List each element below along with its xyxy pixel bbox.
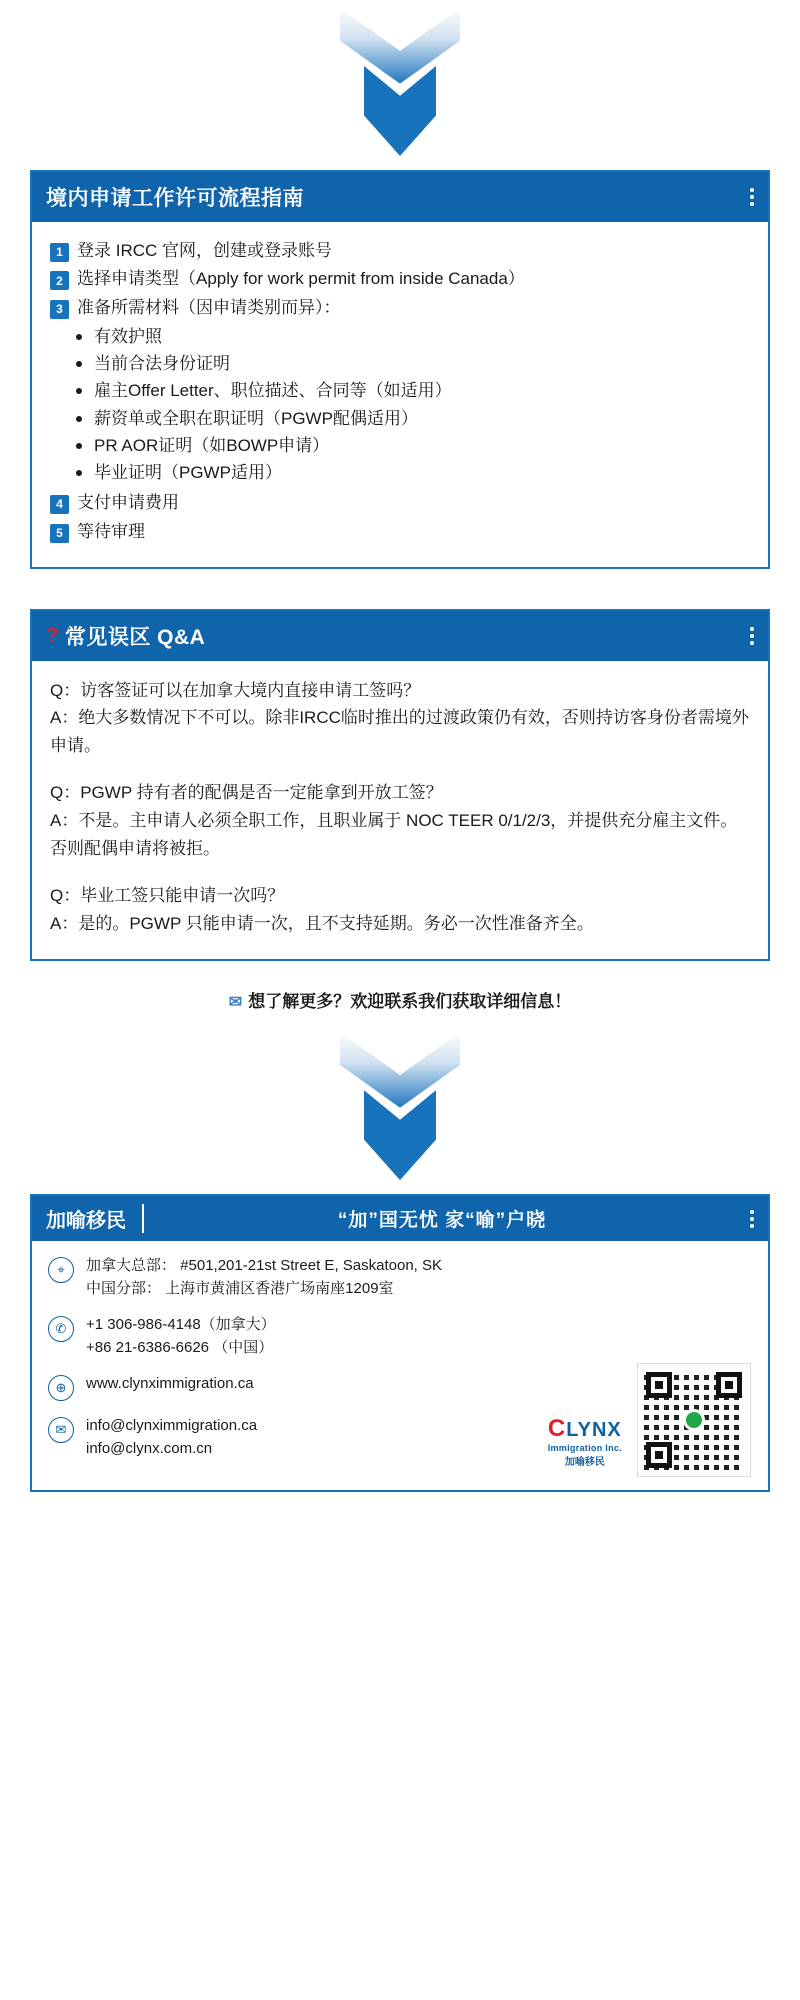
double-chevron-down-icon	[340, 8, 460, 156]
contact-cta	[30, 961, 770, 1016]
kebab-menu-icon[interactable]	[740, 188, 754, 206]
qa-card-title: 常见误区 Q&A	[64, 625, 206, 649]
logo-name-rest: LYNX	[566, 1419, 622, 1442]
globe-icon: ⊕	[48, 1375, 74, 1401]
step-item	[50, 295, 750, 321]
list-item: 毕业证明（PGWP适用）	[50, 459, 750, 486]
footer-card-header	[32, 1196, 768, 1241]
step-number-badge: 5	[50, 524, 69, 543]
qa-item	[50, 882, 750, 937]
contact-cta-text: 想了解更多？欢迎联系我们获取详细信息！	[248, 992, 572, 1012]
step-item	[50, 490, 750, 516]
email-link[interactable]: info@clynximmigration.ca	[86, 1417, 258, 1435]
qa-question: Q：毕业工签只能申请一次吗？	[50, 886, 285, 906]
qa-answer: A：是的。PGWP 只能申请一次，且不支持延期。务必一次性准备齐全。	[50, 913, 594, 933]
step-text: 登录 IRCC 官网，创建或登录账号	[77, 241, 332, 260]
list-item: 薪资单或全职在职证明（PGWP配偶适用）	[50, 405, 750, 432]
address-line: 加拿大总部： #501,201-21st Street E, Saskatoon, SK	[86, 1257, 443, 1275]
top-arrow-container	[30, 0, 770, 156]
kebab-menu-icon[interactable]	[740, 1210, 754, 1228]
qa-answer: A：绝大多数情况下不可以。除非IRCC临时推出的过渡政策仍有效，否则持访客身份者需境外申请。	[50, 708, 749, 755]
phone-line: +1 306-986-4148（加拿大）	[86, 1316, 276, 1334]
bottom-arrow-container	[30, 1016, 770, 1180]
email-link[interactable]: info@clynx.com.cn	[86, 1439, 213, 1457]
website-link[interactable]: www.clynximmigration.ca	[86, 1375, 254, 1393]
phone-row	[48, 1314, 752, 1359]
envelope-icon: ✉	[48, 1417, 74, 1443]
guide-card-body	[32, 222, 768, 567]
footer-card-body	[32, 1241, 768, 1490]
step-number-badge: 2	[50, 271, 69, 290]
company-logo	[548, 1415, 622, 1468]
location-pin-icon: ⌖	[48, 1257, 74, 1283]
red-question-mark-icon: ?	[46, 623, 59, 647]
step-text: 选择申请类型（Apply for work permit from inside Canada）	[77, 269, 525, 289]
qa-card	[30, 609, 770, 961]
qa-answer: A：不是。主申请人必须全职工作，且职业属于 NOC TEER 0/1/2/3，并提供充分雇主文件。否则配偶申请将被拒。	[50, 810, 738, 858]
step-number-badge: 3	[50, 300, 69, 319]
step-text: 支付申请费用	[77, 493, 179, 513]
step-text: 准备所需材料（因申请类别而异）：	[77, 297, 341, 317]
guide-card-header	[32, 172, 768, 222]
envelope-icon: ✉	[228, 994, 243, 1012]
logo-wordmark: CLYNX	[547, 1415, 622, 1443]
step-number-badge: 1	[50, 243, 69, 262]
guide-card-title: 境内申请工作许可流程指南	[46, 187, 304, 210]
brand-name: 加喻移民	[46, 1204, 144, 1233]
step-item	[50, 266, 750, 292]
chevron-gradient-part	[340, 8, 460, 86]
list-item: PR AOR证明（如BOWP申请）	[50, 432, 750, 459]
qa-card-header	[32, 611, 768, 661]
footer-card	[30, 1194, 770, 1492]
brand-slogan: “加”国无忧 家“喻”户晓	[337, 1210, 547, 1232]
chevron-gradient-part	[340, 1032, 460, 1110]
kebab-menu-icon[interactable]	[740, 627, 754, 645]
phone-line: +86 21-6386-6626 （中国）	[86, 1338, 274, 1356]
guide-card	[30, 170, 770, 569]
materials-bullet-list	[50, 323, 750, 486]
list-item: 当前合法身份证明	[50, 350, 750, 377]
logo-chinese-name: 加喻移民	[564, 1457, 605, 1469]
phone-icon: ✆	[48, 1316, 74, 1342]
qa-question: Q：访客签证可以在加拿大境内直接申请工签吗？	[50, 680, 421, 700]
address-row	[48, 1255, 752, 1300]
double-chevron-down-icon	[340, 1032, 460, 1180]
logo-subtitle: Immigration Inc.	[547, 1443, 622, 1454]
step-text: 等待审理	[77, 521, 145, 541]
qa-item	[50, 779, 750, 862]
qa-question: Q：PGWP 持有者的配偶是否一定能拿到开放工签？	[50, 783, 443, 803]
qa-item	[50, 677, 750, 760]
step-item	[50, 238, 750, 264]
step-item	[50, 519, 750, 545]
qa-card-body	[32, 661, 768, 959]
list-item: 有效护照	[50, 323, 750, 350]
address-line: 中国分部： 上海市黄浦区香港广场南座1209室	[86, 1279, 394, 1297]
list-item: 雇主Offer Letter、职位描述、合同等（如适用）	[50, 377, 750, 404]
step-number-badge: 4	[50, 495, 69, 514]
qr-code-icon[interactable]	[638, 1364, 750, 1476]
